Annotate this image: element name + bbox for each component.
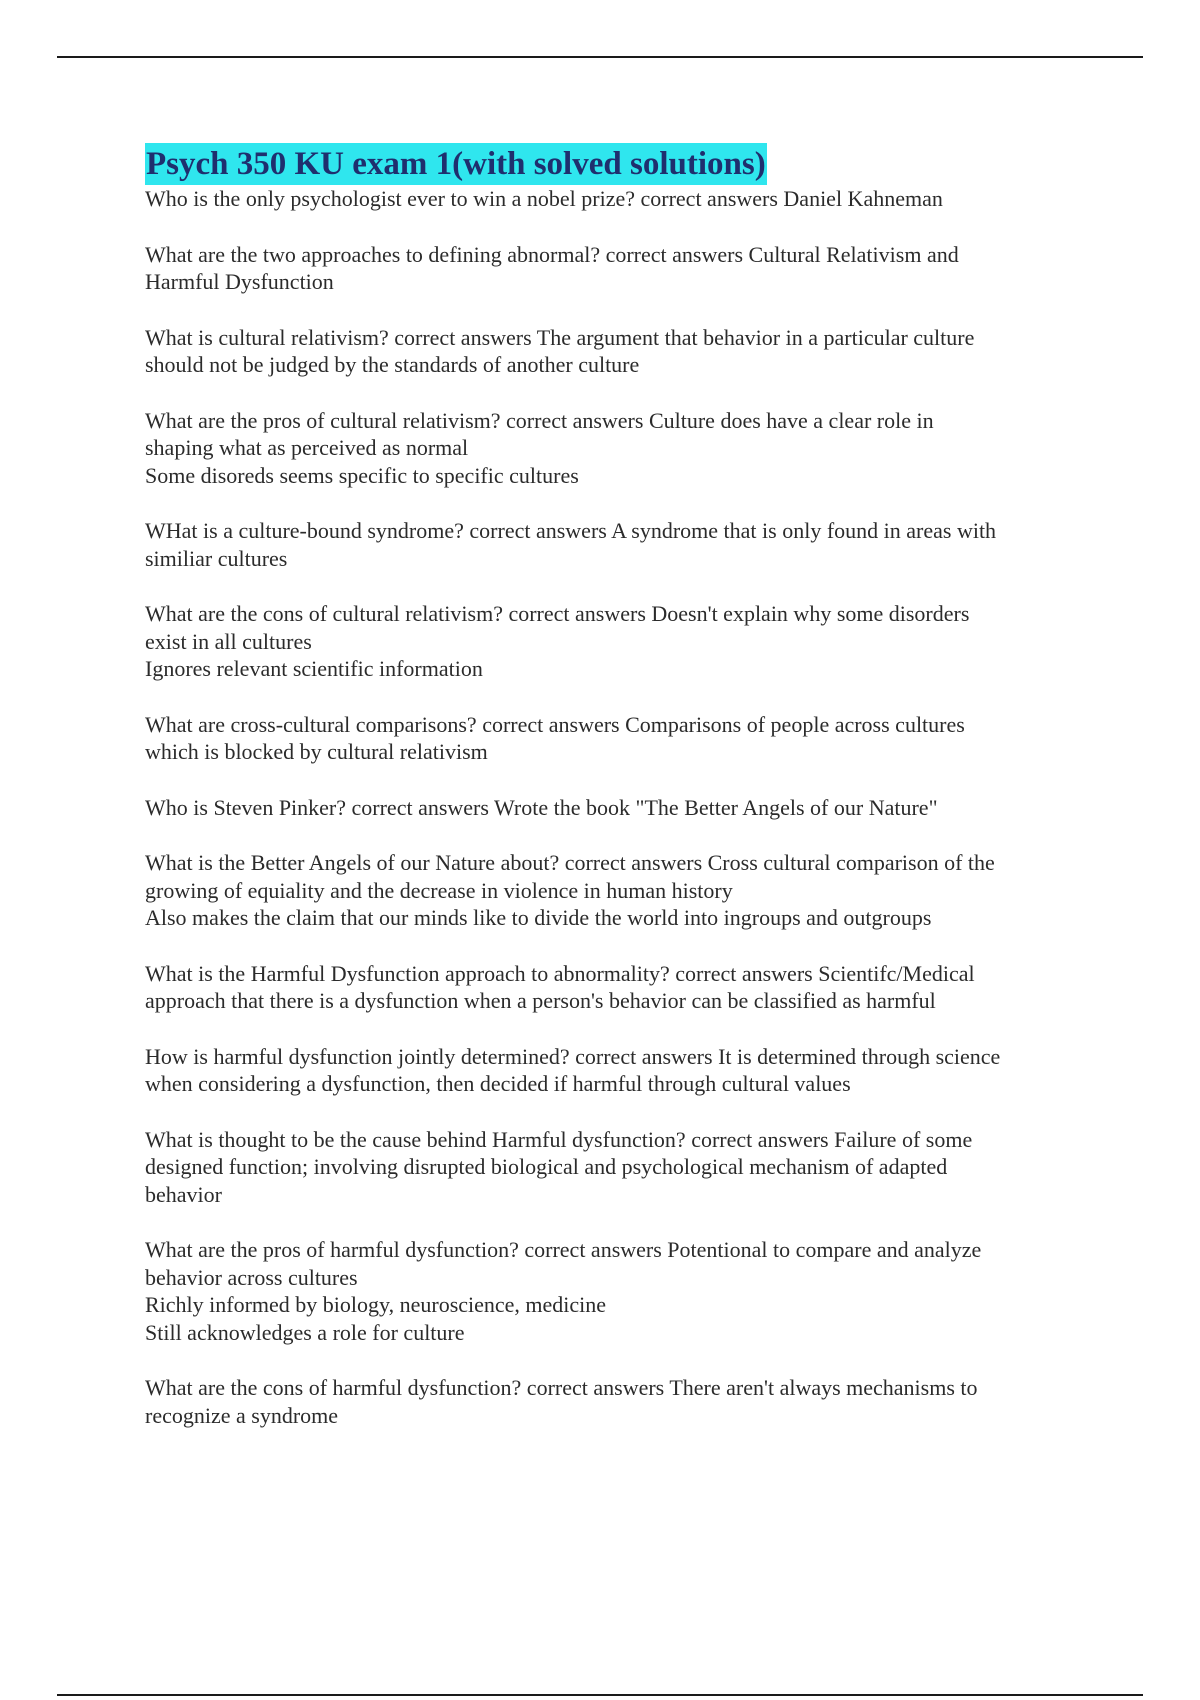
qa-entry xyxy=(145,407,1095,490)
qa-line: Some disoreds seems specific to specific cultures xyxy=(145,462,579,488)
qa-entry xyxy=(145,241,1095,296)
qa-entry xyxy=(145,324,1095,379)
qa-line: behavior across cultures xyxy=(145,1264,358,1290)
qa-line: What are the pros of harmful dysfunction? correct answers Potentional to compare and analyze xyxy=(145,1237,982,1262)
qa-line: approach that there is a dysfunction when a person's behavior can be classified as harmful xyxy=(145,988,936,1013)
qa-entry xyxy=(145,960,1095,1015)
qa-entry xyxy=(145,1043,1095,1098)
qa-line: WHat is a culture-bound syndrome? correct answers A syndrome that is only found in areas with xyxy=(145,518,997,543)
qa-line: How is harmful dysfunction jointly determined? correct answers It is determined through science xyxy=(145,1043,1001,1069)
qa-line: What are the pros of cultural relativism? correct answers Culture does have a clear role in xyxy=(145,407,934,433)
qa-entry xyxy=(145,185,1095,213)
qa-line: Also makes the claim that our minds like to divide the world into ingroups and outgroups xyxy=(145,905,932,930)
qa-line: What are the cons of harmful dysfunction? correct answers There aren't always mechanisms to xyxy=(145,1375,978,1400)
qa-line: exist in all cultures xyxy=(145,628,312,654)
page-bottom-rule xyxy=(57,1694,1143,1696)
qa-line: should not be judged by the standards of another culture xyxy=(145,352,640,377)
document-title: Psych 350 KU exam 1(with solved solutions) xyxy=(145,143,767,185)
qa-line: What are cross-cultural comparisons? correct answers Comparisons of people across cultures xyxy=(145,711,965,737)
qa-entry xyxy=(145,517,1095,572)
qa-line: Who is Steven Pinker? correct answers Wrote the book "The Better Angels of our Nature" xyxy=(145,794,938,820)
qa-line: similiar cultures xyxy=(145,545,288,571)
qa-line: recognize a syndrome xyxy=(145,1402,339,1428)
qa-line: What are the two approaches to defining abnormal? correct answers Cultural Relativism and xyxy=(145,241,959,267)
qa-line: What is cultural relativism? correct answers The argument that behavior in a particular culture xyxy=(145,324,975,350)
qa-entry xyxy=(145,794,1095,822)
qa-line: What is thought to be the cause behind Harmful dysfunction? correct answers Failure of some xyxy=(145,1126,973,1152)
qa-line: Ignores relevant scientific information xyxy=(145,656,483,681)
qa-line: What is the Harmful Dysfunction approach to abnormality? correct answers Scientifc/Medical xyxy=(145,960,975,986)
qa-line: What is the Better Angels of our Nature about? correct answers Cross cultural comparison of the xyxy=(145,850,995,875)
qa-line: designed function; involving disrupted biological and psychological mechanism of adapted xyxy=(145,1154,948,1179)
qa-line: What are the cons of cultural relativism? correct answers Doesn't explain why some disorders xyxy=(145,601,970,626)
qa-line: which is blocked by cultural relativism xyxy=(145,739,488,764)
qa-line: when considering a dysfunction, then decided if harmful through cultural values xyxy=(145,1071,851,1096)
qa-line: Harmful Dysfunction xyxy=(145,269,334,294)
qa-line: Who is the only psychologist ever to win a nobel prize? correct answers Daniel Kahneman xyxy=(145,186,943,211)
page-top-rule xyxy=(57,56,1143,58)
document-body xyxy=(145,143,1095,1457)
qa-line: growing of equiality and the decrease in violence in human history xyxy=(145,877,733,903)
qa-entry xyxy=(145,1126,1095,1209)
qa-line: behavior xyxy=(145,1181,222,1207)
qa-line: shaping what as perceived as normal xyxy=(145,435,469,460)
qa-line: Still acknowledges a role for culture xyxy=(145,1319,465,1345)
qa-line: Richly informed by biology, neuroscience, medicine xyxy=(145,1292,607,1317)
qa-entry xyxy=(145,600,1095,683)
qa-entry xyxy=(145,1236,1095,1346)
qa-entry xyxy=(145,849,1095,932)
qa-entry xyxy=(145,1374,1095,1429)
qa-list xyxy=(145,185,1095,1429)
qa-entry xyxy=(145,711,1095,766)
